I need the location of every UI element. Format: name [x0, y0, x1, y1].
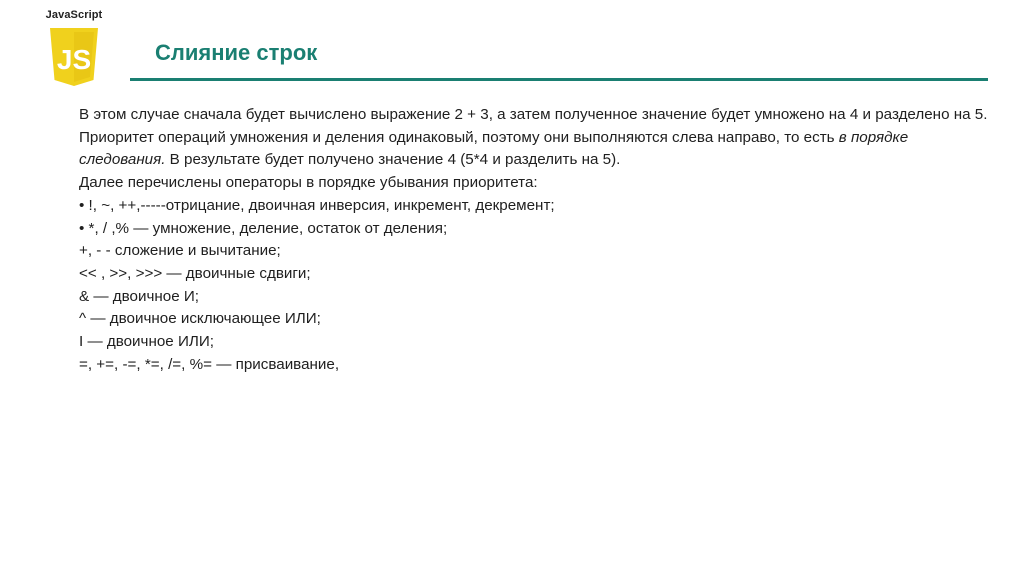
intro-text-2: В результате будет получено значение 4 (5*4 и разделить на 5). [165, 151, 621, 169]
list-item: I — двоичное ИЛИ; [79, 333, 214, 351]
brand-label: JavaScript [45, 9, 103, 21]
title-divider [130, 78, 988, 81]
intro-paragraph [79, 104, 989, 172]
list-item: • !, ~, ++,-----отрицание, двоичная инверсия, инкремент, декремент; [79, 196, 555, 214]
javascript-brand [36, 9, 112, 88]
javascript-shield-logo-icon [48, 26, 100, 88]
page-title: Слияние строк [155, 40, 318, 65]
list-item: +, - - сложение и вычитание; [79, 242, 281, 260]
list-item: ^ — двоичное исключающее ИЛИ; [79, 310, 321, 328]
intro-emphasis: в порядке следования. [79, 128, 909, 169]
intro-text-1: В этом случае сначала будет вычислено выражение 2 + 3, а затем полученное значение будет умножено на 4 и разделено на 5. Приоритет операций умножения и деления одинаковый, поэтому они выполняются слева направо, то есть [79, 106, 988, 146]
list-item: • *, / ,% — умножение, деление, остаток от деления; [79, 219, 448, 237]
list-item: =, +=, -=, *=, /=, %= — присваивание, [79, 355, 340, 373]
slide-body [79, 104, 989, 376]
list-item: << , >>, >>> — двоичные сдвиги; [79, 264, 311, 282]
operators-heading: Далее перечислены операторы в порядке убывания приоритета: [79, 174, 538, 192]
logo-text: JS [56, 44, 92, 75]
list-item: & — двоичное И; [79, 287, 199, 305]
